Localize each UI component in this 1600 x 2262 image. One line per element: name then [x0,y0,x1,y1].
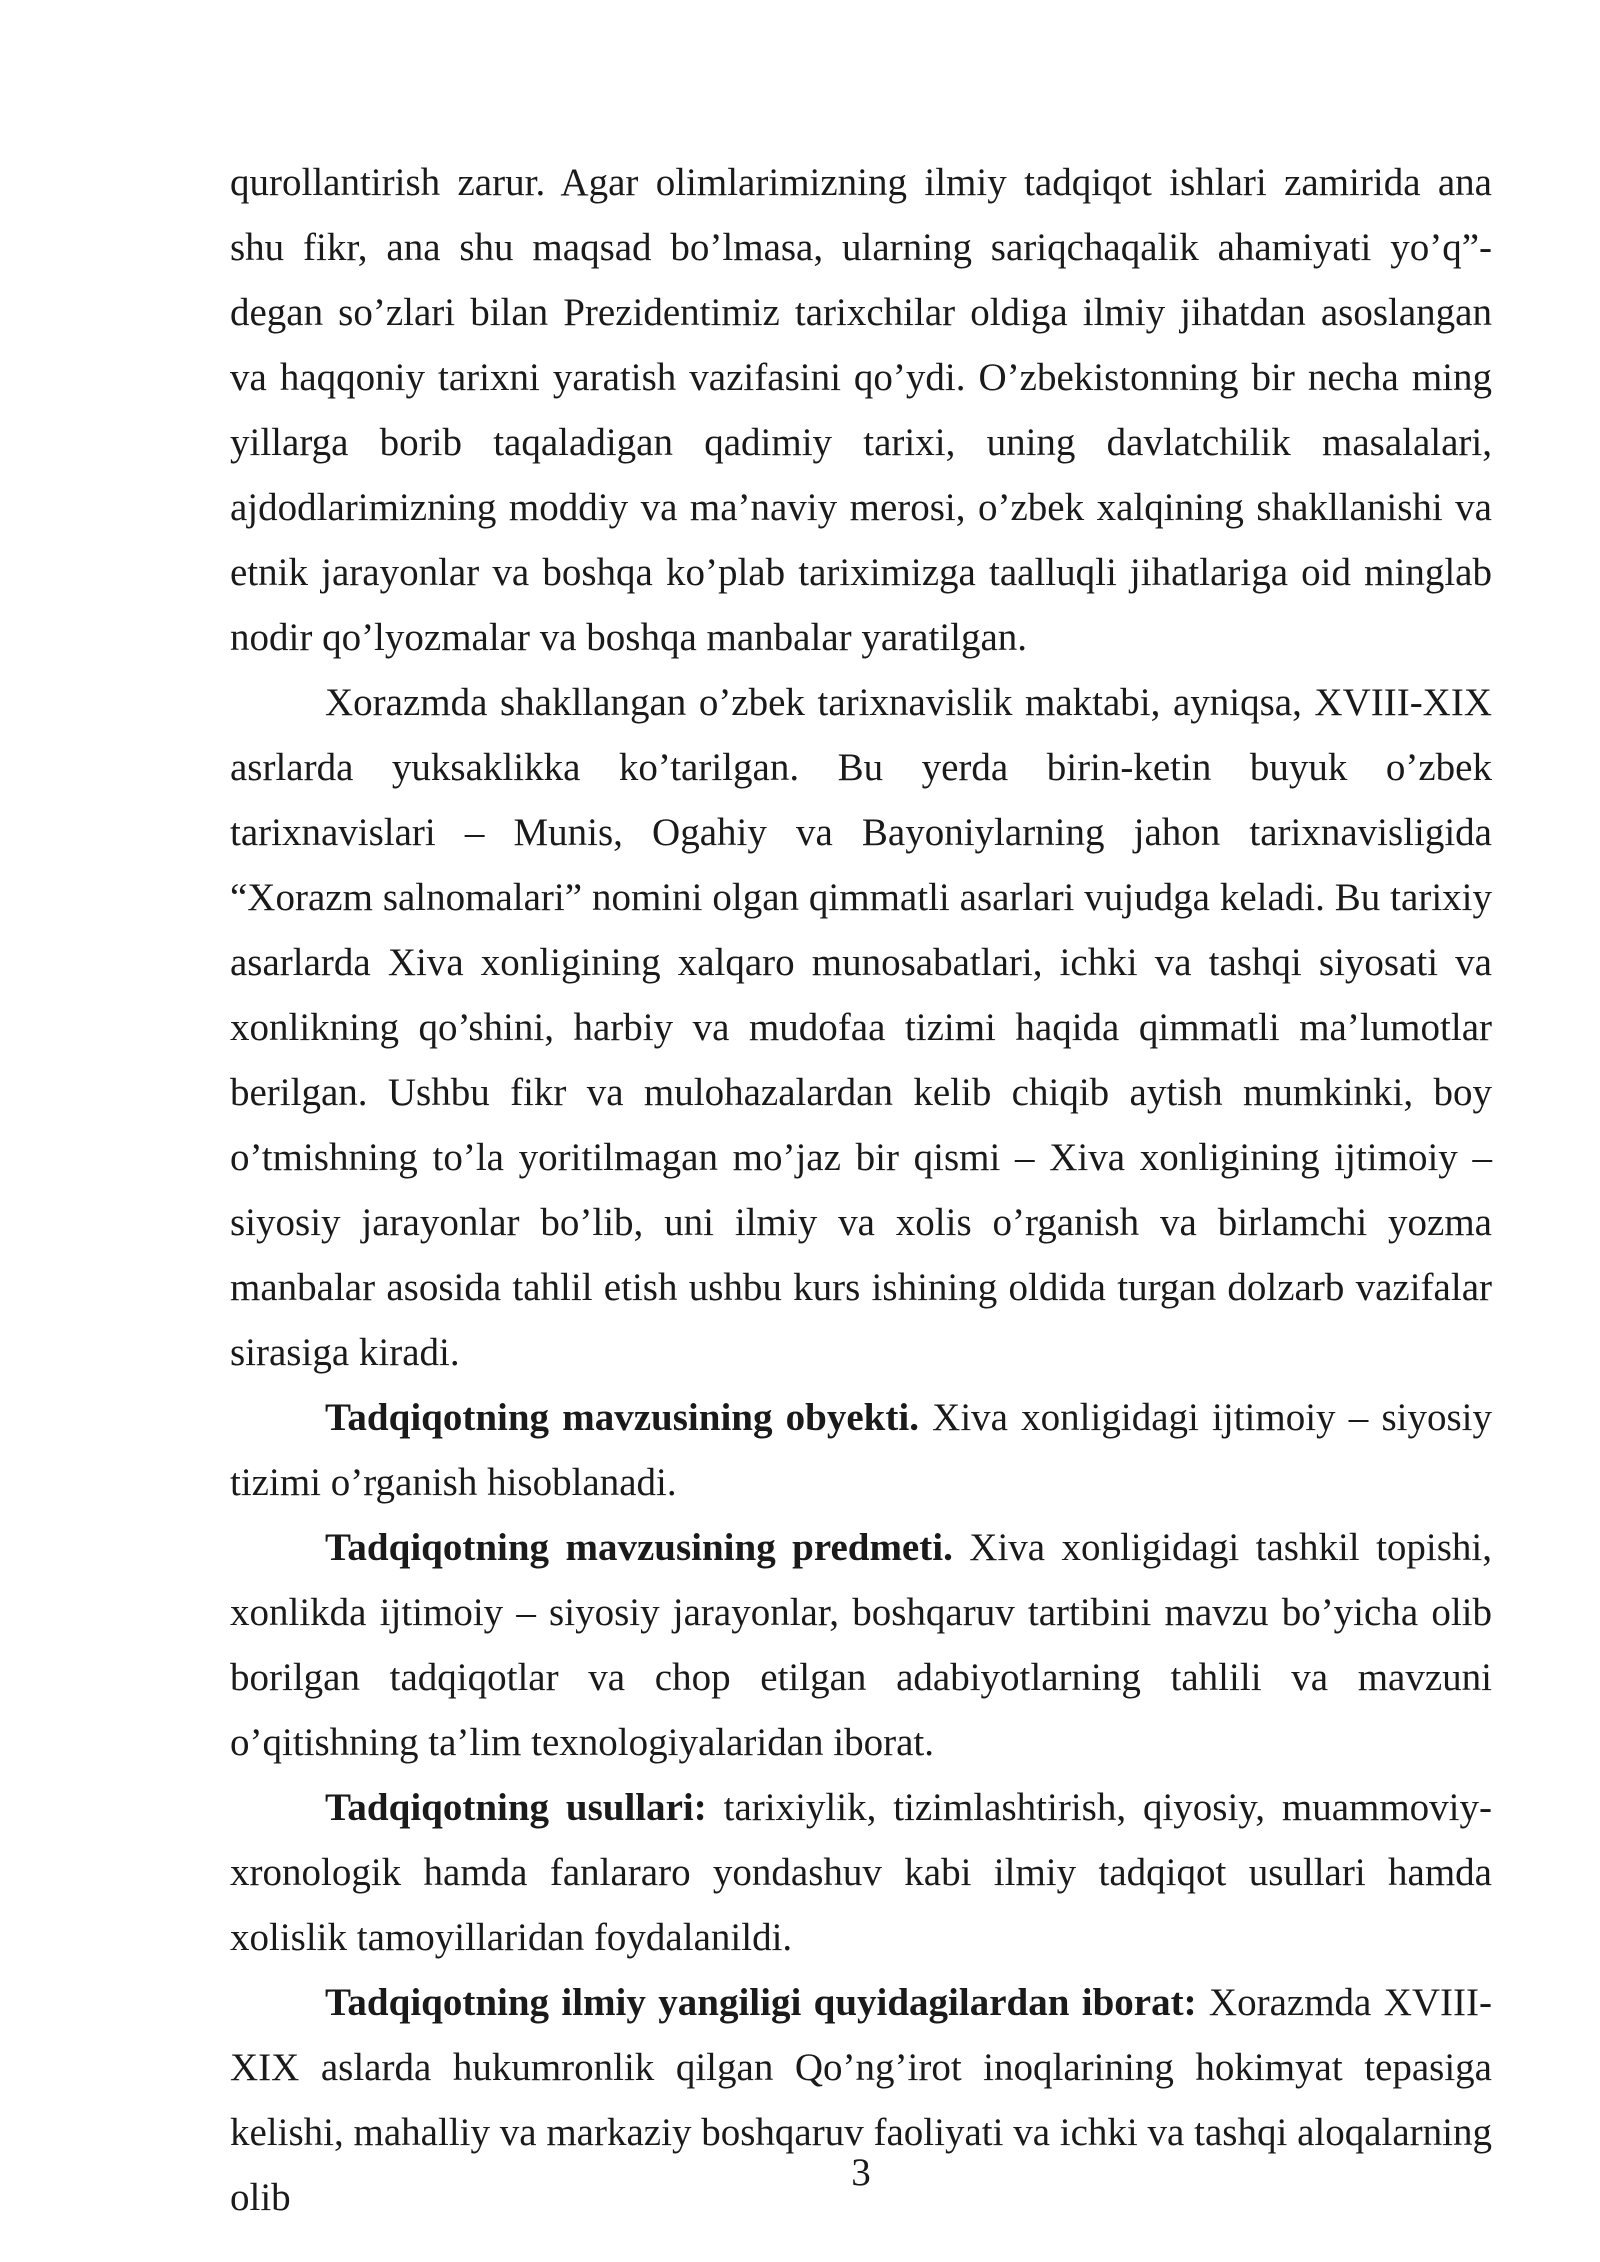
paragraph-khorezm-school [230,670,1492,1385]
paragraph-methods [230,1775,1492,1970]
paragraph-heading: Tadqiqotning mavzusining obyekti. [325,1396,919,1439]
paragraph-text: Xorazmda XVIII-XIX aslarda hukumronlik qilgan Qo’ng’irot inoqlarining hokimyat tepasiga kelishi, mahalliy va markaziy boshqaruv faoliyati va ichki va tashqi aloqalarning olib [230,1981,1492,2219]
page-number: 3 [851,2151,871,2194]
paragraph-text: Xorazmda shakllangan o’zbek tarixnavislik maktabi, ayniqsa, XVIII-XIX asrlarda yuksaklikka ko’tarilgan. Bu yerda birin-ketin buyuk o’zbek tarixnavislari – Munis, Ogahiy va Bayoniylarning jahon tarixnavisligida “Xorazm salnomalari” nomini olgan qimmatli asarlari vujudga keladi. Bu tarixiy asarlarda Xiva xonligining xalqaro munosabatlari, ichki va tashqi siyosati va xonlikning qo’shini, harbiy va mudofaa tizimi haqida qimmatli ma’lumotlar berilgan. Ushbu fikr va mulohazalardan kelib chiqib aytish mumkinki, boy o’tmishning to’la yoritilmagan mo’jaz bir qismi – Xiva xonligining ijtimoiy – siyosiy jarayonlar bo’lib, uni ilmiy va xolis o’rganish va birlamchi yozma manbalar asosida tahlil etish ushbu kurs ishining oldida turgan dolzarb vazifalar sirasiga kiradi. [230,681,1492,1374]
paragraph-object [230,1385,1492,1515]
paragraph-heading: Tadqiqotning ilmiy yangiligi quyidagilardan iborat: [325,1981,1197,2024]
paragraph-subject [230,1515,1492,1775]
paragraph-text: qurollantirish zarur. Agar olimlarimizning ilmiy tadqiqot ishlari zamirida ana shu fikr, ana shu maqsad bo’lmasa, ularning sariqchaqalik ahamiyati yo’q”- degan so’zlari bilan Prezidentimiz tarixchilar oldiga ilmiy jihatdan asoslangan va haqqoniy tarixni yaratish vazifasini qo’ydi. O’zbekistonning bir necha ming yillarga borib taqaladigan qadimiy tarixi, uning davlatchilik masalalari, ajdodlarimizning moddiy va ma’naviy merosi, o’zbek xalqining shakllanishi va etnik jarayonlar va boshqa ko’plab tariximizga taalluqli jihatlariga oid minglab nodir qo’lyozmalar va boshqa manbalar yaratilgan. [230,161,1492,659]
paragraph-text: Xiva xonligidagi tashkil topishi, xonlikda ijtimoiy – siyosiy jarayonlar, boshqaruv tartibini mavzu bo’yicha olib borilgan tadqiqotlar va chop etilgan adabiyotlarning tahlili va mavzuni o’qitishning ta’lim texnologiyalaridan iborat. [230,1526,1493,1764]
paragraph-heading: Tadqiqotning usullari: [325,1786,707,1829]
document-page [230,150,1492,2230]
paragraph-heading: Tadqiqotning mavzusining predmeti. [325,1526,953,1569]
paragraph-text: tarixiylik, tizimlashtirish, qiyosiy, muammoviy-xronologik hamda fanlararo yondashuv kabi ilmiy tadqiqot usullari hamda xolislik tamoyillaridan foydalanildi. [230,1786,1493,1959]
paragraph-intro [230,150,1492,670]
paragraph-text: Xiva xonligidagi ijtimoiy – siyosiy tizimi o’rganish hisoblanadi. [230,1396,1493,1504]
